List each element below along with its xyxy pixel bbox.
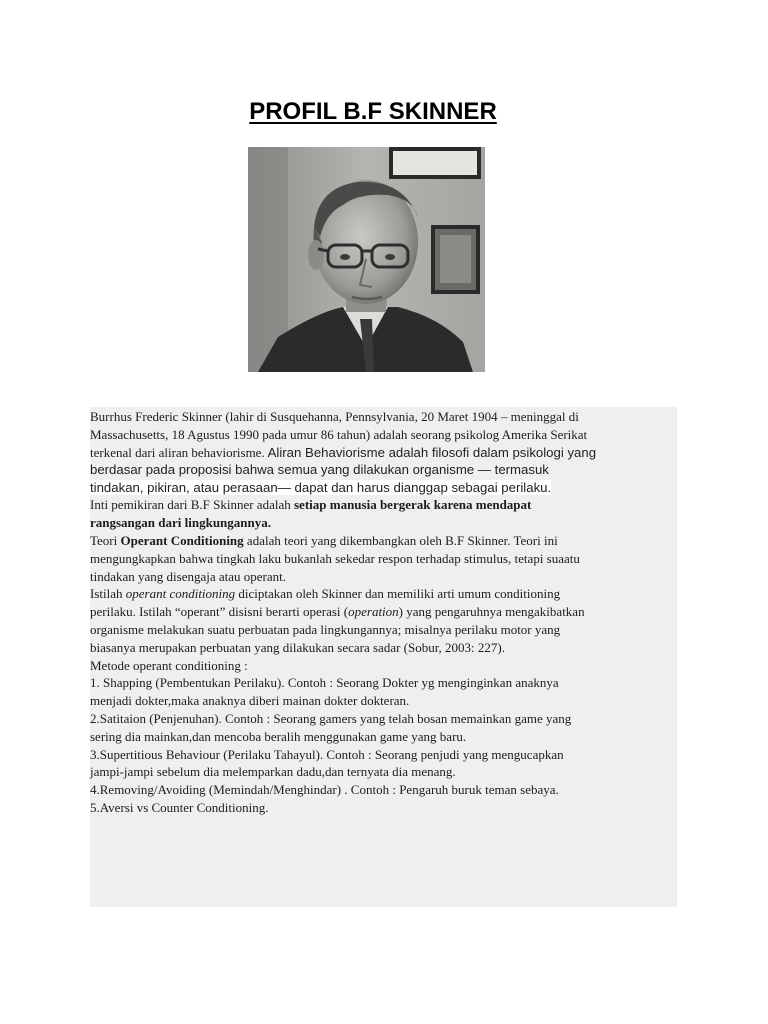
text-span: 1. Shapping (Pembentukan Perilaku). Contoh : Seorang Dokter yg menginginkan anaknya <box>90 675 559 691</box>
text-span: tindakan yang disengaja atau operant. <box>90 568 287 584</box>
text-line <box>90 550 680 568</box>
bold-text: rangsangan dari lingkungannya. <box>90 515 271 531</box>
portrait-photo <box>248 147 485 372</box>
bold-text: Operant Conditioning <box>120 532 244 548</box>
text-span: jampi-jampi sebelum dia melemparkan dadu,dan ternyata dia menang. <box>90 764 456 780</box>
text-line <box>90 639 680 657</box>
portrait-illustration <box>248 147 485 372</box>
italic-text: operant conditioning <box>125 586 236 602</box>
text-line <box>90 674 680 692</box>
text-line <box>90 692 680 710</box>
text-line <box>90 728 680 746</box>
biography-text <box>90 408 680 817</box>
text-line <box>90 621 680 639</box>
text-line <box>90 746 680 764</box>
text-span: tindakan, pikiran, atau perasaan— dapat dan harus dianggap sebagai perilaku. <box>90 479 552 495</box>
text-span: Aliran Behaviorisme adalah filosofi dalam psikologi yang <box>264 444 597 460</box>
bold-text: setiap manusia bergerak karena mendapat <box>293 497 532 513</box>
text-span: berdasar pada proposisi bahwa semua yang dilakukan organisme — termasuk <box>90 462 549 478</box>
text-span: ) yang pengaruhnya mengakibatkan <box>398 604 585 620</box>
text-span: mengungkapkan bahwa tingkah laku bukanlah sekedar respon terhadap stimulus, tetapi suaatu <box>90 550 580 566</box>
text-line <box>90 479 680 497</box>
text-span: Massachusetts, 18 Agustus 1990 pada umur 86 tahun) adalah seorang psikolog Amerika Serikat <box>90 426 588 442</box>
page-title: PROFIL B.F SKINNER <box>249 98 497 125</box>
text-span: organisme melakukan suatu perbuatan pada lingkungannya; misalnya perilaku motor yang <box>90 621 561 637</box>
text-span: diciptakan oleh Skinner dan memiliki arti umum conditioning <box>235 586 561 602</box>
text-line <box>90 585 680 603</box>
text-line <box>90 710 680 728</box>
text-line <box>90 514 680 532</box>
text-line <box>90 657 680 675</box>
text-span: 5.Aversi vs Counter Conditioning. <box>90 799 269 815</box>
text-line <box>90 763 680 781</box>
text-span: biasanya merupakan perbuatan yang dilakukan secara sadar (Sobur, 2003: 227). <box>90 639 505 655</box>
text-line <box>90 781 680 799</box>
text-span: 4.Removing/Avoiding (Memindah/Menghindar) . Contoh : Pengaruh buruk teman sebaya. <box>90 782 559 798</box>
text-span: menjadi dokter,maka anaknya diberi mainan dokter dokteran. <box>90 693 410 709</box>
text-span: Burrhus Frederic Skinner (lahir di Susquehanna, Pennsylvania, 20 Maret 1904 – meninggal di <box>90 409 579 424</box>
text-line <box>90 461 680 479</box>
text-span: 3.Supertitious Behaviour (Perilaku Tahayul). Contoh : Seorang penjudi yang mengucapkan <box>90 746 564 762</box>
text-line <box>90 408 680 426</box>
text-span: adalah teori yang dikembangkan oleh B.F Skinner. Teori ini <box>243 532 558 548</box>
text-span: Metode operant conditioning : <box>90 657 248 673</box>
text-span: Istilah <box>90 586 126 602</box>
text-line <box>90 426 680 444</box>
italic-text: operation <box>348 604 399 620</box>
text-span: perilaku. Istilah “operant” disisni berarti operasi ( <box>90 604 349 620</box>
text-span: sering dia mainkan,dan mencoba beralih menggunakan game yang baru. <box>90 728 467 744</box>
text-line <box>90 444 680 462</box>
text-line <box>90 799 680 817</box>
text-line <box>90 568 680 586</box>
text-span: Inti pemikiran dari B.F Skinner adalah <box>90 497 294 513</box>
text-span: terkenal dari aliran behaviorisme. <box>90 444 265 460</box>
text-line <box>90 603 680 621</box>
text-span: Teori <box>90 532 121 548</box>
text-line <box>90 532 680 550</box>
text-line <box>90 496 680 514</box>
text-span: 2.Satitaion (Penjenuhan). Contoh : Seorang gamers yang telah bosan memainkan game yang <box>90 710 572 726</box>
